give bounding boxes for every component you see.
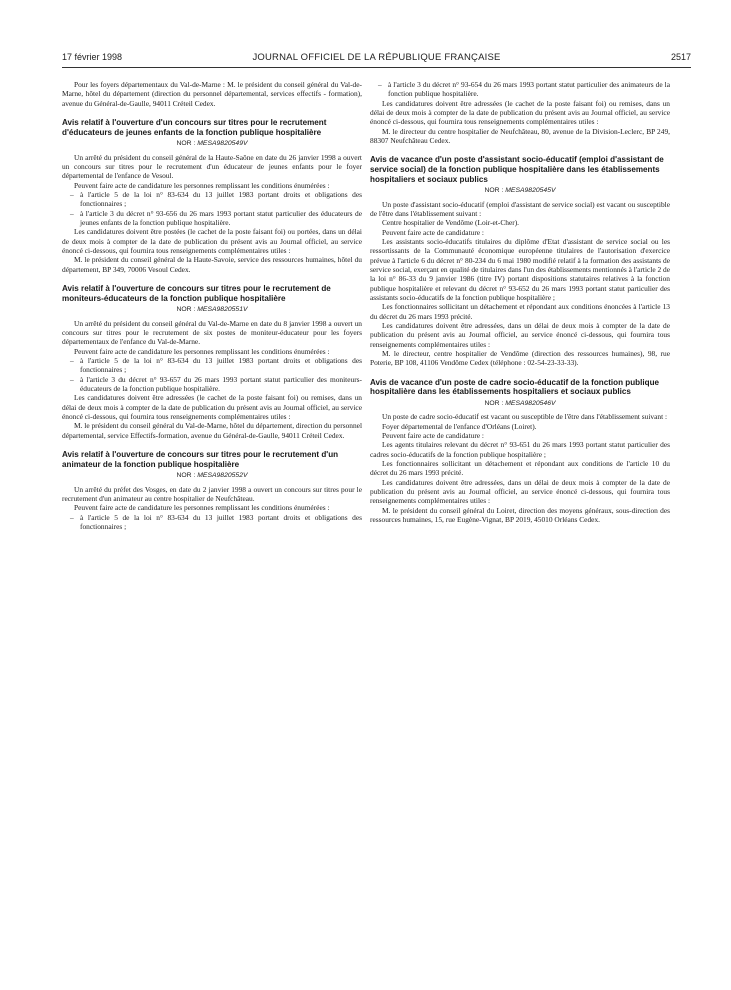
paragraph: Un arrêté du président du conseil général de la Haute-Saône en date du 26 janvier 1998 a ouvert un concours sur titres pour le recrutement d'un éducateur de jeunes enfants pour le foyer départemental de l'enfance de Vesoul. <box>62 152 362 181</box>
journal-title: JOURNAL OFFICIEL DE LA RÉPUBLIQUE FRANÇAISE <box>252 52 501 63</box>
paragraph: M. le président du conseil général du Val-de-Marne, hôtel du département, direction du personnel départemental, service Effectifs-formation, avenue du Général-de-Gaulle, 94011 Créteil Cedex. <box>62 421 363 440</box>
paragraph: Centre hospitalier de Vendôme (Loir-et-Cher). <box>382 218 520 228</box>
paragraph: Les candidatures doivent être adressées (le cachet de la poste faisant foi) ou remises, dans un délai de deux mois à compter de la date de publication du présent avis au Journal officiel, au service énoncé ci-dessous, qui fournira tous renseignements complémentaires utiles : <box>62 393 362 421</box>
notice-title: Avis relatif à l'ouverture de concours sur titres pour le recrutement de moniteurs-éducateurs de la fonction publique hospitalière <box>62 284 331 303</box>
paragraph: Les assistants socio-éducatifs titulaires du diplôme d'Etat d'assistant de service social ou les ressortissants de la Communauté économique européenne titulaires de l'autorisation d'exercice prévue à l'article 6 du décret n° 80-234 du 6 mai 1980 modifié relatif à la formation des assistants de service social, exerçant en qualité de titulaires dans l'un des établissements mentionnés à l'article 2 de la loi n° 86-33 du 9 janvier 1986 (titre IV) portant dispositions statutaires relatives à la fonction publique hospitalière et relevant du décret n° 93-652 du 26 mars 1993 portant statut particulier des assistants socio-éducatifs de la fonction publique hospitalière ; <box>370 236 670 302</box>
paragraph: Les candidatures doivent être adressées, dans un délai de deux mois à compter de la date de publication du présent avis au Journal officiel, au service énoncé ci-dessous, qui fournira tous renseignements complémentaires utiles : <box>370 321 670 349</box>
notice-title: Avis de vacance d'un poste de cadre socio-éducatif de la fonction publique hospitalière dans les établissements hospitaliers et sociaux publics <box>370 377 660 397</box>
list-item: – à l'article 5 de la loi n° 83-634 du 13 juillet 1983 portant droits et obligations des fonctionnaires ; <box>70 512 362 531</box>
left-column <box>62 80 362 531</box>
paragraph: Les fonctionnaires sollicitant un détachement et répondant aux conditions de l'article 10 du décret du 26 mars 1993 précité. <box>370 458 670 478</box>
paragraph: Peuvent faire acte de candidature les personnes remplissant les conditions énumérées : <box>74 346 330 356</box>
paragraph: M. le président du conseil général du Loiret, direction des moyens généraux, sous-direction des ressources humaines, 15, rue Eugène-Vignat, BP 2019, 45010 Orléans Cedex. <box>370 505 670 525</box>
paragraph: Peuvent faire acte de candidature : <box>382 430 484 440</box>
paragraph: Les candidatures doivent être postées (le cachet de la poste faisant foi) ou portées, dans un délai de deux mois à compter de la date de publication du présent avis au Journal officiel, au service énoncé ci-dessous, qui fournira tous renseignements complémentaires utiles : <box>62 227 362 255</box>
list-item: – à l'article 3 du décret n° 93-656 du 26 mars 1993 portant statut particulier des éducateurs de jeunes enfants de la fonction publique hospitalière. <box>70 208 362 227</box>
page-number: 2517 <box>670 52 691 62</box>
notice-title: Avis de vacance d'un poste d'assistant socio-éducatif (emploi d'assistant de service social) de la fonction publique hospitalière dans les établissements hospitaliers et sociaux publics <box>370 155 664 184</box>
list-item: – à l'article 3 du décret n° 93-657 du 26 mars 1993 portant statut particulier des moniteurs-éducateurs de la fonction publique hospitalière. <box>70 374 362 393</box>
nor-reference: NOR : MESA9820552V <box>176 472 248 480</box>
nor-reference: NOR : MESA9820545V <box>484 187 556 195</box>
paragraph: Peuvent faire acte de candidature les personnes remplissant les conditions énumérées : <box>74 503 330 513</box>
list-item: – à l'article 5 de la loi n° 83-634 du 13 juillet 1983 portant droits et obligations des fonctionnaires ; <box>70 355 362 375</box>
paragraph: Peuvent faire acte de candidature : <box>382 227 484 237</box>
paragraph: Un arrêté du président du conseil général du Val-de-Marne en date du 8 janvier 1998 a ouvert un concours sur titres pour le recrutement de six postes de moniteur-éducateur pour les foyers départementaux de l'enfance du Val-de-Marne. <box>62 318 362 347</box>
notice-title: Avis relatif à l'ouverture d'un concours sur titres pour le recrutement d'éducateurs de jeunes enfants de la fonction publique hospitalière <box>62 118 327 137</box>
paragraph: M. le directeur du centre hospitalier de Neufchâteau, 80, avenue de la Division-Leclerc, BP 249, 88307 Neufchâteau Cedex. <box>370 126 670 146</box>
list-item: – à l'article 3 du décret n° 93-654 du 26 mars 1993 portant statut particulier des animateurs de la fonction publique hospitalière. <box>378 80 670 99</box>
paragraph: Un poste d'assistant socio-éducatif (emploi d'assistant de service social) est vacant ou susceptible de l'être dans l'établissement suivant : <box>370 199 670 218</box>
paragraph: Un poste de cadre socio-éducatif est vacant ou susceptible de l'être dans l'établissement suivant : <box>382 412 668 422</box>
paragraph: Les fonctionnaires sollicitant un détachement et répondant aux conditions énoncées à l'article 13 du décret du 26 mars 1993 précité. <box>370 302 670 321</box>
issue-date: 17 février 1998 <box>62 52 123 62</box>
paragraph: M. le président du conseil général de la Haute-Savoie, service des ressources humaines, hôtel du département, BP 349, 70006 Vesoul Cedex. <box>62 255 362 274</box>
paragraph: Les candidatures doivent être adressées (le cachet de la poste faisant foi) ou remises, dans un délai de deux mois à compter de la date de publication du présent avis au Journal officiel, au service énoncé ci-dessous, qui fournira tous renseignements complémentaires utiles : <box>370 98 670 127</box>
nor-reference: NOR : MESA9820549V <box>176 140 248 148</box>
nor-reference: NOR : MESA9820551V <box>176 306 248 314</box>
nor-reference: NOR : MESA9820546V <box>484 399 556 407</box>
right-column <box>370 80 670 524</box>
list-item: – à l'article 5 de la loi n° 83-634 du 13 juillet 1983 portant droits et obligations des fonctionnaires ; <box>70 189 362 209</box>
paragraph: Les agents titulaires relevant du décret n° 93-651 du 26 mars 1993 portant statut particulier des cadres socio-éducatifs de la fonction publique hospitalière ; <box>370 440 670 459</box>
paragraph: Les candidatures doivent être adressées, dans un délai de deux mois à compter de la date de publication du présent avis au Journal officiel, au service énoncé ci-dessous, qui fournira tous renseignements complémentaires utiles : <box>370 477 670 506</box>
intro-paragraph: Pour les foyers départementaux du Val-de-Marne : M. le président du conseil général du Val-de-Marne, hôtel du département (direction du personnel départemental, services effectifs - formation), avenue du Général-de-Gaulle, 94011 Créteil Cedex. <box>62 80 362 108</box>
paragraph: Peuvent faire acte de candidature les personnes remplissant les conditions énumérées : <box>74 180 330 190</box>
paragraph: Un arrêté du préfet des Vosges, en date du 2 janvier 1998 a ouvert un concours sur titres pour le recrutement d'un animateur au centre hospitalier de Neufchâteau. <box>62 484 362 503</box>
paragraph: M. le directeur, centre hospitalier de Vendôme (direction des ressources humaines), 98, rue Poterie, BP 108, 41106 Vendôme Cedex (téléphone : 02-54-23-33-33). <box>370 349 670 368</box>
page-header <box>62 52 691 68</box>
paragraph: Foyer départemental de l'enfance d'Orléans (Loiret). <box>382 421 537 431</box>
notice-title: Avis relatif à l'ouverture de concours sur titres pour le recrutement d'un animateur de la fonction publique hospitalière <box>62 450 339 469</box>
header-rule <box>62 67 691 68</box>
